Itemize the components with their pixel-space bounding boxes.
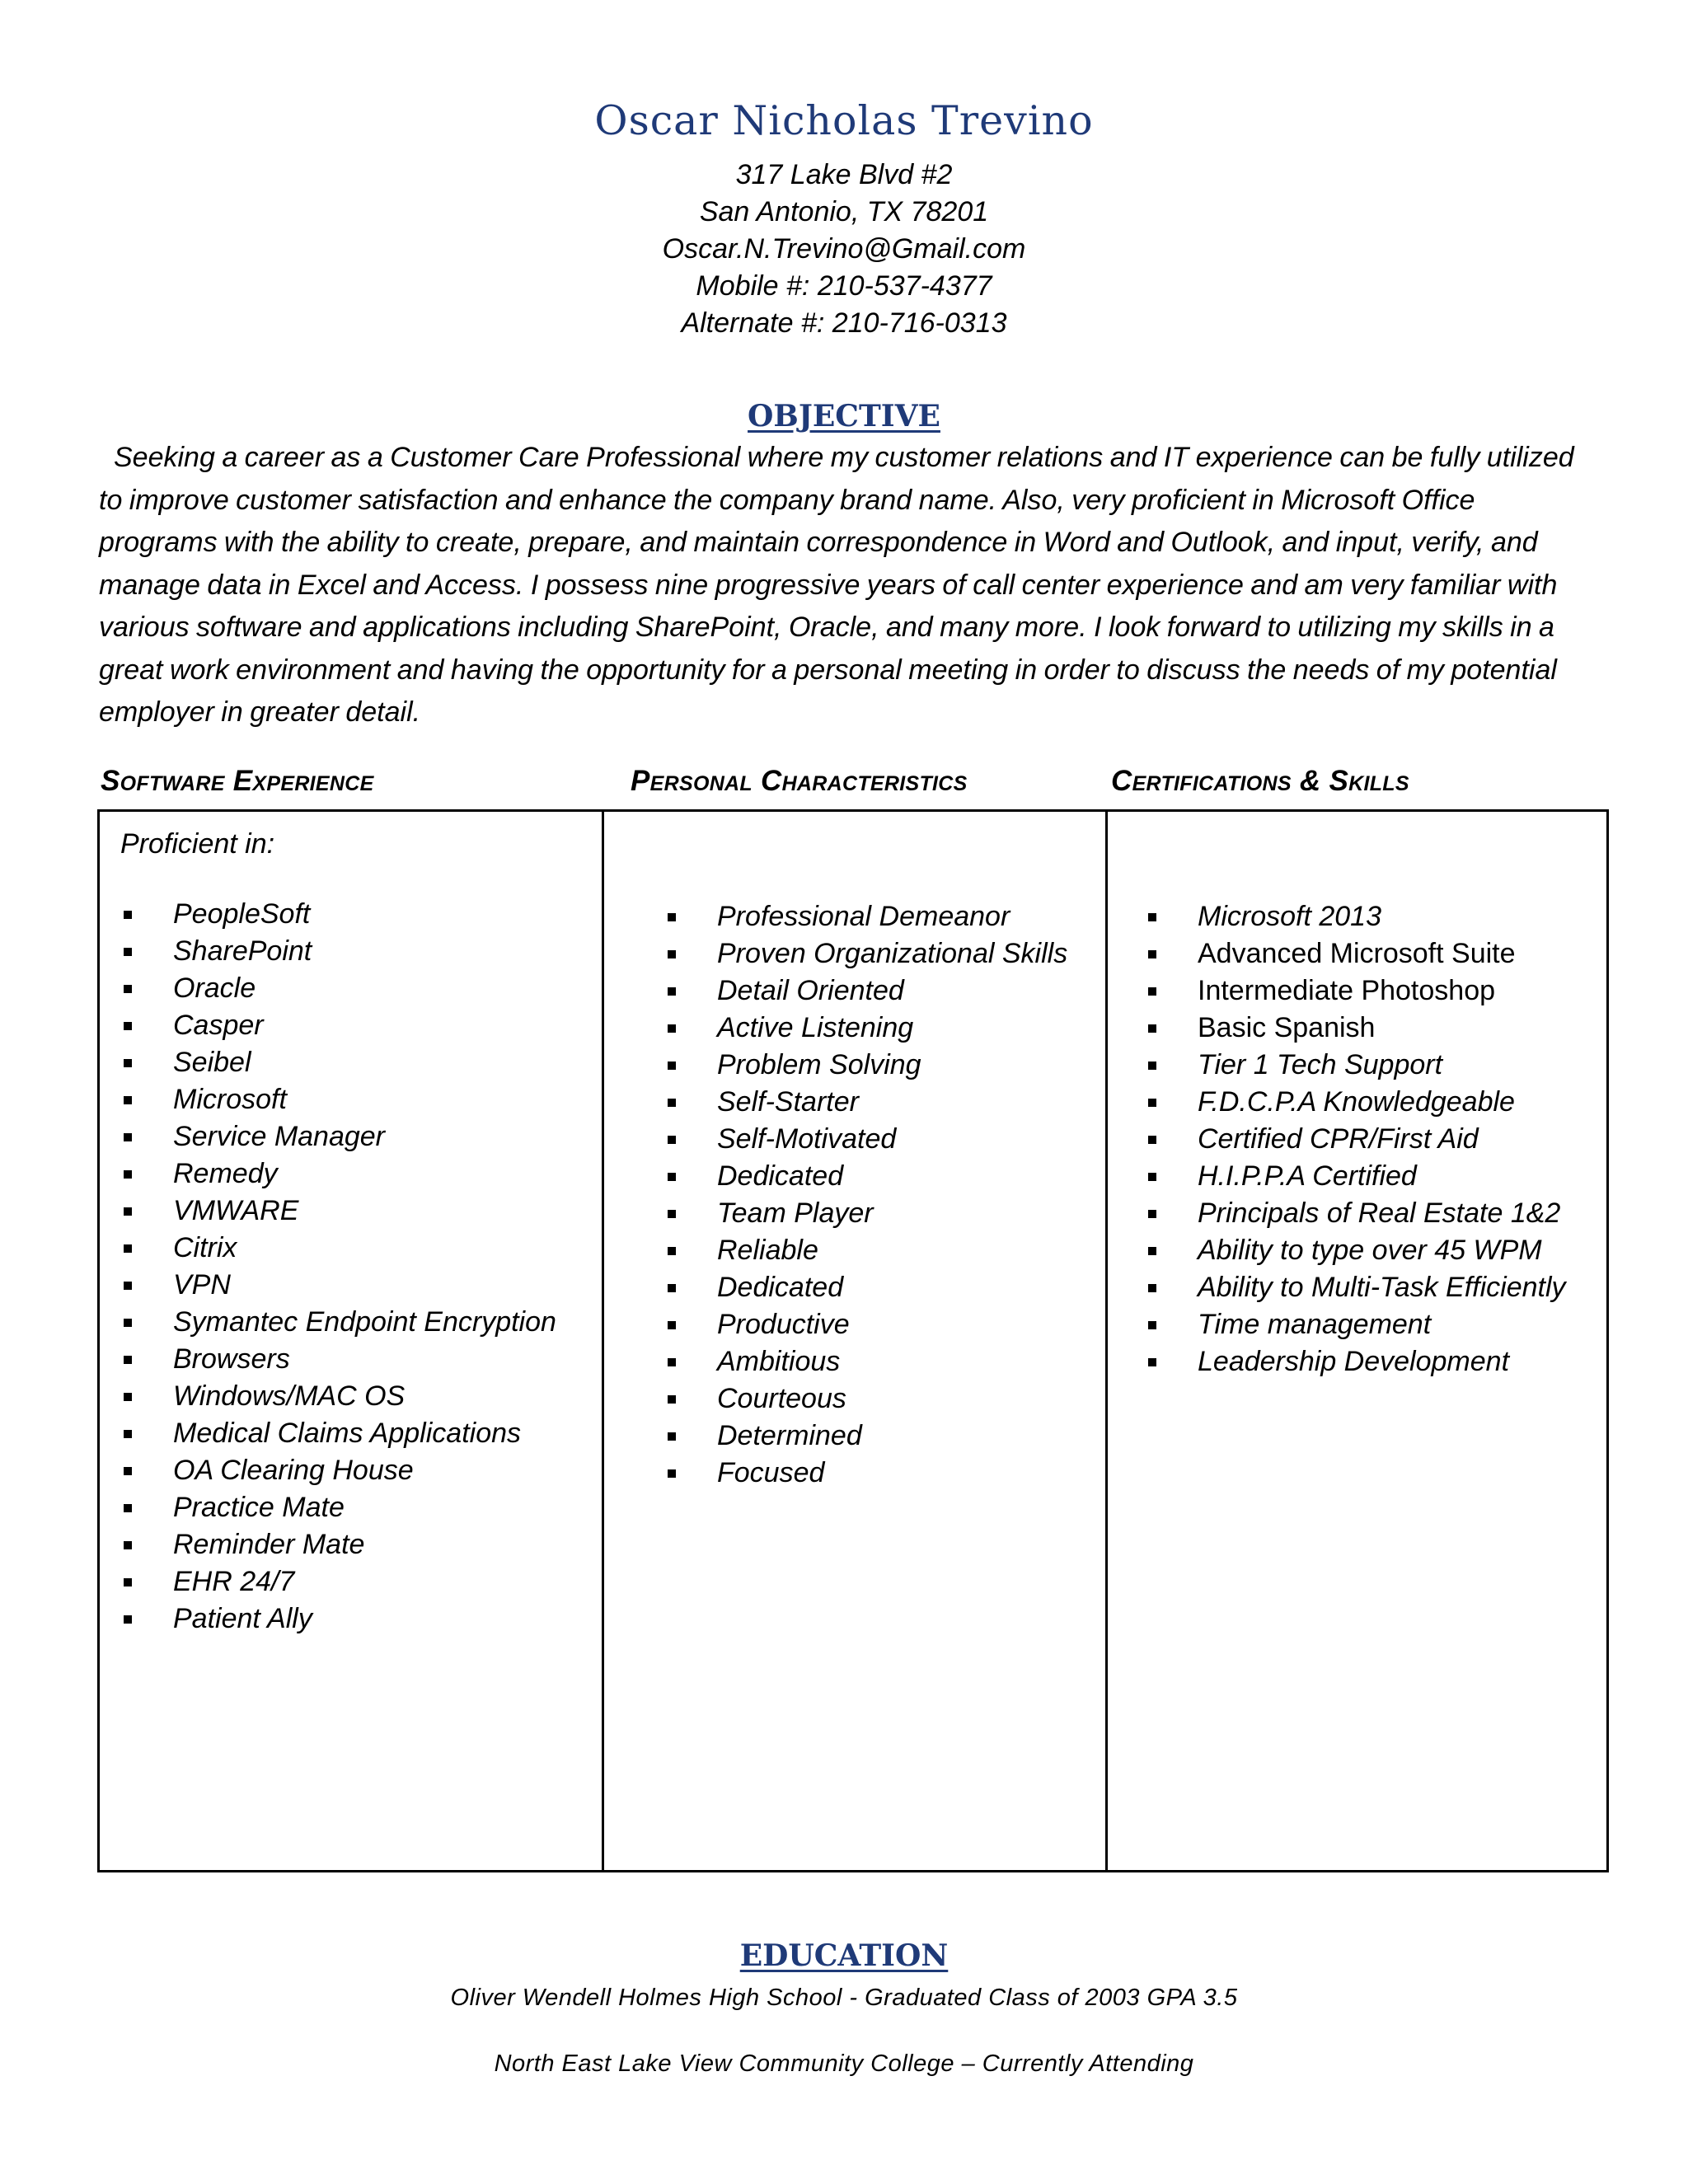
bullet-icon — [668, 1247, 676, 1255]
list-item — [120, 1563, 295, 1601]
list-item-text: Intermediate Photoshop — [1198, 975, 1496, 1006]
list-item-text: Casper — [173, 1010, 264, 1041]
list-item — [120, 1489, 345, 1526]
list-item-text: Determined — [717, 1420, 862, 1451]
list-item — [120, 1304, 556, 1341]
bullet-icon — [1148, 1321, 1156, 1329]
bullet-icon — [1148, 950, 1156, 958]
bullet-icon — [124, 948, 132, 956]
software-lead-text: Proficient in: — [120, 828, 275, 860]
software-column — [120, 826, 556, 1638]
list-item-text: Professional Demeanor — [717, 901, 1010, 932]
list-item-text: Browsers — [173, 1343, 290, 1375]
list-item-text: Self-Motivated — [717, 1123, 897, 1155]
list-item — [120, 1230, 274, 1267]
bullet-icon — [124, 1244, 132, 1253]
bullet-icon — [668, 950, 676, 958]
bullet-icon — [1148, 1173, 1156, 1181]
bullet-icon — [124, 1059, 132, 1067]
list-item-text: Microsoft — [173, 1084, 287, 1115]
list-item-text: Remedy — [173, 1158, 278, 1189]
bullet-icon — [1148, 1284, 1156, 1292]
bullet-icon — [124, 1578, 132, 1586]
bullet-icon — [124, 1467, 132, 1475]
list-item — [120, 1267, 274, 1304]
bullet-icon — [668, 1395, 676, 1404]
list-item-text: Self-Starter — [717, 1086, 859, 1118]
bullet-icon — [124, 1282, 132, 1290]
list-item-text: Team Player — [717, 1197, 874, 1229]
list-item-text: PeopleSoft — [173, 898, 311, 930]
list-item-text: Time management — [1198, 1309, 1432, 1340]
objective-heading: OBJECTIVE — [748, 399, 940, 434]
list-item-text: Service Manager — [173, 1121, 386, 1152]
bullet-icon — [668, 1469, 676, 1478]
list-item-text: Windows/MAC OS — [173, 1380, 406, 1412]
bullet-icon — [1148, 1024, 1156, 1033]
bullet-icon — [1148, 1099, 1156, 1107]
bullet-icon — [668, 1136, 676, 1144]
list-item-text: F.D.C.P.A Knowledgeable — [1198, 1086, 1515, 1118]
list-item-text: VPN — [173, 1269, 231, 1301]
list-item — [120, 1193, 299, 1230]
bullet-icon — [124, 1504, 132, 1512]
list-item — [120, 1415, 522, 1452]
list-item-text: Courteous — [717, 1383, 846, 1414]
list-item-text: Tier 1 Tech Support — [1198, 1049, 1443, 1080]
bullet-icon — [1148, 1247, 1156, 1255]
bullet-icon — [668, 1432, 676, 1441]
bullet-icon — [124, 985, 132, 993]
list-item — [120, 970, 274, 1007]
software-experience-heading: Software Experience — [101, 765, 374, 797]
bullet-icon — [668, 1284, 676, 1292]
list-item-text: Medical Claims Applications — [173, 1418, 522, 1449]
address-line-1: 317 Lake Blvd #2 — [735, 159, 953, 190]
list-item-text: Certified CPR/First Aid — [1198, 1123, 1479, 1155]
list-item-text: Problem Solving — [717, 1049, 921, 1080]
bullet-icon — [668, 987, 676, 996]
list-item-text: H.I.P.P.A Certified — [1198, 1160, 1417, 1192]
bullet-icon — [668, 1024, 676, 1033]
list-item-text: Detail Oriented — [717, 975, 904, 1006]
list-item-text: Ability to type over 45 WPM — [1198, 1235, 1542, 1266]
list-item-text: Leadership Development — [1198, 1346, 1510, 1377]
list-item — [120, 1118, 386, 1155]
list-item-text: Dedicated — [717, 1272, 844, 1303]
bullet-icon — [1148, 1210, 1156, 1218]
list-item-text: Dedicated — [717, 1160, 844, 1192]
list-item — [120, 1526, 365, 1563]
list-item-text: Ambitious — [717, 1346, 841, 1377]
column-divider — [1105, 812, 1108, 1870]
alternate-phone: Alternate #: 210-716-0313 — [681, 307, 1007, 339]
objective-text: Seeking a career as a Customer Care Professional where my customer relations and IT experience can be fully utilized to improve customer satisfaction and enhance the company brand name. Also, very proficient in Microsoft Office programs with the ability to create, prepare, and maintain correspondence in Word and Outlook, and input, verify, and manage data in Excel and Access. I possess nine progressive years of call center experience and am very familiar with various software and applications including SharePoint, Oracle, and many more. I look forward to utilizing my skills in a great work environment and having the opportunity for a personal meeting in order to discuss the needs of my potential employer in greater detail. — [99, 442, 1574, 728]
list-item-text: Proven Organizational Skills — [717, 938, 1068, 969]
list-item-text: Productive — [717, 1309, 850, 1340]
mobile-phone: Mobile #: 210-537-4377 — [696, 270, 992, 302]
address-line-2: San Antonio, TX 78201 — [699, 196, 989, 227]
bullet-icon — [124, 1393, 132, 1401]
list-item-text: Principals of Real Estate 1&2 — [1198, 1197, 1561, 1229]
personal-characteristics-heading: Personal Characteristics — [631, 765, 968, 797]
list-item — [120, 1007, 274, 1044]
list-item-text: Patient Ally — [173, 1603, 312, 1634]
bullet-icon — [1148, 913, 1156, 921]
bullet-icon — [1148, 1062, 1156, 1070]
list-item — [120, 1601, 312, 1638]
bullet-icon — [668, 1321, 676, 1329]
list-item — [120, 1155, 278, 1193]
bullet-icon — [124, 1541, 132, 1549]
software-list — [120, 896, 556, 1638]
bullet-icon — [668, 1173, 676, 1181]
bullet-icon — [124, 1430, 132, 1438]
bullet-icon — [668, 1099, 676, 1107]
bullet-icon — [124, 1096, 132, 1104]
bullet-icon — [1148, 1358, 1156, 1366]
list-item-text: Active Listening — [717, 1012, 914, 1043]
list-item-text: VMWARE — [173, 1195, 299, 1226]
list-item — [120, 1081, 287, 1118]
applicant-name: Oscar Nicholas Trevino — [594, 97, 1094, 144]
list-item-text: Advanced Microsoft Suite — [1198, 938, 1516, 969]
list-item — [120, 896, 311, 933]
certifications-skills-heading: Certifications & Skills — [1111, 765, 1409, 797]
list-item-text: SharePoint — [173, 935, 312, 967]
list-item — [120, 1341, 290, 1378]
column-divider — [602, 812, 604, 1870]
list-item-text: Seibel — [173, 1047, 251, 1078]
list-item — [120, 933, 312, 970]
bullet-icon — [1148, 1136, 1156, 1144]
list-item-text: Ability to Multi-Task Efficiently — [1198, 1272, 1566, 1303]
list-item-text: Symantec Endpoint Encryption — [173, 1306, 556, 1338]
bullet-icon — [124, 1022, 132, 1030]
bullet-icon — [124, 1319, 132, 1327]
list-item-text: Oracle — [173, 972, 256, 1004]
email: Oscar.N.Trevino@Gmail.com — [662, 233, 1026, 265]
list-item — [120, 1044, 274, 1081]
list-item-text: Practice Mate — [173, 1492, 345, 1523]
contact-block — [0, 157, 1688, 342]
bullet-icon — [124, 1170, 132, 1179]
bullet-icon — [124, 1615, 132, 1624]
list-item-text: Citrix — [173, 1232, 237, 1263]
education-heading: EDUCATION — [739, 1938, 949, 1973]
education-entry: Oliver Wendell Holmes High School - Graduated Class of 2003 GPA 3.5 — [450, 1985, 1238, 2011]
bullet-icon — [124, 1207, 132, 1216]
bullet-icon — [668, 1358, 676, 1366]
list-item-text: EHR 24/7 — [173, 1566, 295, 1597]
list-item-text: Basic Spanish — [1198, 1012, 1376, 1043]
bullet-icon — [668, 913, 676, 921]
bullet-icon — [124, 911, 132, 919]
bullet-icon — [1148, 987, 1156, 996]
list-item-text: Microsoft 2013 — [1198, 901, 1381, 932]
bullet-icon — [668, 1210, 676, 1218]
list-item — [120, 1378, 406, 1415]
list-item-text: Reliable — [717, 1235, 818, 1266]
bullet-icon — [668, 1062, 676, 1070]
list-item-text: OA Clearing House — [173, 1455, 414, 1486]
list-item-text: Reminder Mate — [173, 1529, 365, 1560]
bullet-icon — [124, 1356, 132, 1364]
list-item — [120, 1452, 414, 1489]
education-entry: North East Lake View Community College – Currently Attending — [494, 2050, 1194, 2077]
list-item-text: Focused — [717, 1457, 825, 1488]
bullet-icon — [124, 1133, 132, 1141]
